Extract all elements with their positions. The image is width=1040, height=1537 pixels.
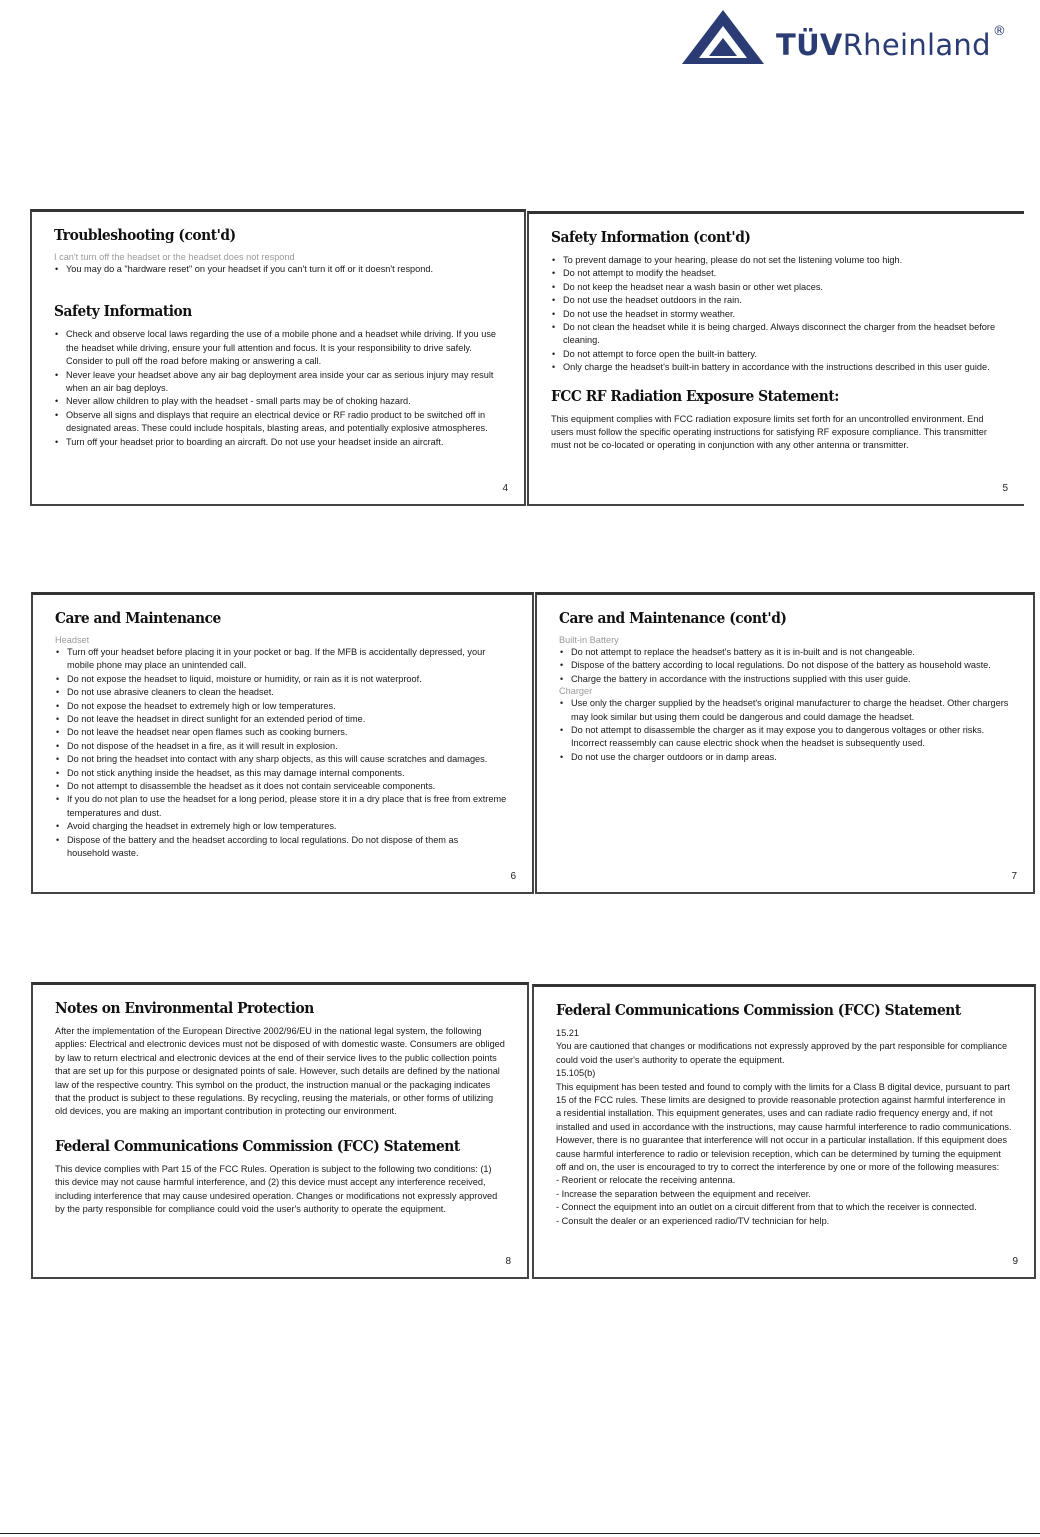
bullet-list bbox=[559, 697, 1011, 764]
list-item: • If you do not plan to use the headset for a long period, please store it in a dry place that is free from extreme temperatures and dust. bbox=[55, 793, 510, 820]
paragraph: This equipment has been tested and found to comply with the limits for a Class B digital device, pursuant to part 15 of the FCC rules. These limits are designed to provide reasonable protection against harmful interference in a residential installation. This equipment generates, uses and can radiate radio frequency energy and, if not installed and used in accordance with the instructions, may cause harmful interference to radio communications. However, there is no guarantee that interference will not occur in a particular installation. If this equipment does cause harmful interference to radio or television reception, which can be determined by turning the equipment off and on, the user is encouraged to try to correct the interference by one or more of the following measures: bbox=[556, 1081, 1012, 1173]
manual-page-8 bbox=[31, 982, 529, 1279]
list-item: • Do not bring the headset into contact with any sharp objects, as this will cause scratches and damages. bbox=[55, 753, 510, 766]
list-item: • Dispose of the battery and the headset according to local regulations. Do not dispose of them as household waste. bbox=[55, 834, 510, 861]
list-item: • Charge the battery in accordance with the instructions supplied with this user guide. bbox=[559, 673, 1011, 686]
paragraph: This device complies with Part 15 of the FCC Rules. Operation is subject to the following two conditions: (1) this device may not cause harmful interference, and (2) this device must accept any interference received, including interference that may cause undesired operation. Changes or modifications not expressly approved by the party responsible for compliance could void the user's authority to operate the equipment. bbox=[55, 1163, 498, 1215]
list-item: • Do not leave the headset in direct sunlight for an extended period of time. bbox=[55, 713, 510, 726]
list-item: • Turn off your headset prior to boarding an aircraft. Do not use your headset inside an aircraft. bbox=[54, 436, 502, 449]
paragraph: This equipment complies with FCC radiation exposure limits set forth for an uncontrolled environment. End users must follow the specific operating instructions for satisfying RF exposure compliance. This transmitter must not be co-located or operating in conjunction with any other antenna or transmitter. bbox=[551, 413, 987, 451]
measure-item: - Consult the dealer or an experienced radio/TV technician for help. bbox=[556, 1215, 830, 1226]
manual-page-7 bbox=[535, 592, 1035, 894]
paragraph: After the implementation of the European Directive 2002/96/EU in the national legal system, the following applies: Electrical and electronic devices must not be disposed of with domestic waste. Consumers are obliged by law to return electrical and electronic devices at the end of their service lives to the public collection points that are set up for this purpose or designated points of sale. However, such details are defined by the national law of the respective country. This symbol on the product, the instruction manual or the packaging indicates that the product is subject to these regulations. By recycling, reusing the materials, or other forms of utilizing old devices, you are making an important contribution in protecting our environment. bbox=[55, 1026, 505, 1117]
tuv-triangle-icon bbox=[680, 8, 766, 66]
rule-reference: 15.105(b) bbox=[556, 1068, 596, 1079]
measure-item: - Connect the equipment into an outlet on a circuit different from that to which the receiver is connected. bbox=[556, 1202, 977, 1213]
list-item: • Do not attempt to disassemble the headset as it does not contain serviceable components. bbox=[55, 780, 510, 793]
manual-page-5 bbox=[527, 211, 1024, 506]
list-item: • Avoid charging the headset in extremely high or low temperatures. bbox=[55, 820, 510, 833]
measure-item: - Increase the separation between the equipment and receiver. bbox=[556, 1188, 811, 1199]
list-item: • Dispose of the battery according to local regulations. Do not dispose of the battery as household waste. bbox=[559, 659, 1011, 672]
list-item: • Do not attempt to modify the headset. bbox=[551, 267, 1002, 280]
page-number: 8 bbox=[505, 1256, 511, 1267]
subheading: Charger bbox=[559, 686, 593, 697]
page-title: Care and Maintenance bbox=[55, 609, 221, 627]
brand-name: TÜVRheinland ® bbox=[776, 24, 1007, 62]
bottom-divider bbox=[0, 1533, 1040, 1534]
list-item: • Check and observe local laws regarding the use of a mobile phone and a headset while driving. If you use the headset while driving, ensure your full attention and focus. It is your responsibility to drive safely. Consider to pull off the road before making or answering a call. bbox=[54, 328, 502, 368]
bullet-list bbox=[54, 263, 502, 276]
page-number: 4 bbox=[502, 483, 508, 494]
list-item: • Do not dispose of the headset in a fire, as it will result in explosion. bbox=[55, 740, 510, 753]
subheading: Built-in Battery bbox=[559, 635, 619, 645]
page-number: 6 bbox=[510, 871, 516, 882]
list-item: • Turn off your headset before placing it in your pocket or bag. If the MFB is accidentally depressed, your mobile phone may place an unintended call. bbox=[55, 646, 510, 673]
tuv-rheinland-logo bbox=[680, 6, 1010, 68]
list-item: • Do not expose the headset to liquid, moisture or humidity, or rain as it is not waterproof. bbox=[55, 673, 510, 686]
list-item: • Observe all signs and displays that require an electrical device or RF radio product to be switched off in designated areas. These could include hospitals, blasting areas, and potentially explosive atmospheres. bbox=[54, 409, 502, 436]
list-item: • Do not use the headset in stormy weather. bbox=[551, 308, 1002, 321]
list-item: • Use only the charger supplied by the headset's original manufacturer to charge the headset. Other chargers may look similar but using them could be dangerous and could damage the headset. bbox=[559, 697, 1011, 724]
list-item: • Do not use abrasive cleaners to clean the headset. bbox=[55, 686, 510, 699]
page-number: 5 bbox=[1002, 483, 1008, 494]
rule-reference: 15.21 bbox=[556, 1028, 579, 1038]
list-item: • Do not leave the headset near open flames such as cooking burners. bbox=[55, 726, 510, 739]
manual-page-9 bbox=[532, 984, 1036, 1279]
page-number: 9 bbox=[1012, 1256, 1018, 1267]
page-title: Federal Communications Commission (FCC) Statement bbox=[556, 1001, 961, 1019]
list-item: • You may do a "hardware reset" on your headset if you can't turn it off or it doesn't respond. bbox=[54, 263, 502, 276]
list-item: • Do not keep the headset near a wash basin or other wet places. bbox=[551, 281, 1002, 294]
list-item: • Do not clean the headset while it is being charged. Always disconnect the charger from the headset before cleaning. bbox=[551, 321, 1002, 348]
manual-page-4 bbox=[30, 209, 526, 506]
list-item: • Do not stick anything inside the headset, as this may damage internal components. bbox=[55, 767, 510, 780]
bullet-list bbox=[55, 646, 510, 861]
list-item: • Never leave your headset above any air bag deployment area inside your car as serious injury may result when an air bag deploys. bbox=[54, 369, 502, 396]
page-title: Notes on Environmental Protection bbox=[55, 999, 314, 1017]
list-item: • Do not use the charger outdoors or in damp areas. bbox=[559, 751, 1011, 764]
list-item: • Do not expose the headset to extremely high or low temperatures. bbox=[55, 700, 510, 713]
list-item: • Never allow children to play with the headset - small parts may be of choking hazard. bbox=[54, 395, 502, 408]
page-title: Troubleshooting (cont'd) bbox=[54, 226, 236, 244]
list-item: • Do not attempt to force open the built-in battery. bbox=[551, 348, 1002, 361]
subheading: Headset bbox=[55, 635, 90, 645]
list-item: • Do not attempt to disassemble the charger as it may expose you to dangerous voltages or other risks. Incorrect reassembly can cause electric shock when the headset is subsequently used. bbox=[559, 724, 1011, 751]
page-title: Care and Maintenance (cont'd) bbox=[559, 609, 787, 627]
list-item: • Only charge the headset's built-in battery in accordance with the instructions described in this user guide. bbox=[551, 361, 1002, 374]
manual-page-6 bbox=[31, 592, 534, 894]
list-item: • To prevent damage to your hearing, please do not set the listening volume too high. bbox=[551, 254, 1002, 267]
bullet-list bbox=[559, 646, 1011, 686]
list-item: • Do not attempt to replace the headset's battery as it is in-built and is not changeable. bbox=[559, 646, 1011, 659]
subheading: I can't turn off the headset or the headset does not respond bbox=[54, 252, 295, 262]
bullet-list bbox=[54, 328, 502, 449]
section-title: FCC RF Radiation Exposure Statement: bbox=[551, 386, 839, 405]
paragraph: You are cautioned that changes or modifications not expressly approved by the part responsible for compliance could void the user's authority to operate the equipment. bbox=[556, 1041, 1008, 1065]
bullet-list bbox=[551, 254, 1002, 375]
page-number: 7 bbox=[1011, 871, 1017, 882]
section-title: Safety Information bbox=[54, 302, 192, 321]
measure-item: - Reorient or relocate the receiving antenna. bbox=[556, 1175, 736, 1186]
section-title: Federal Communications Commission (FCC) Statement bbox=[55, 1136, 460, 1155]
list-item: • Do not use the headset outdoors in the rain. bbox=[551, 294, 1002, 307]
page-title: Safety Information (cont'd) bbox=[551, 228, 751, 246]
